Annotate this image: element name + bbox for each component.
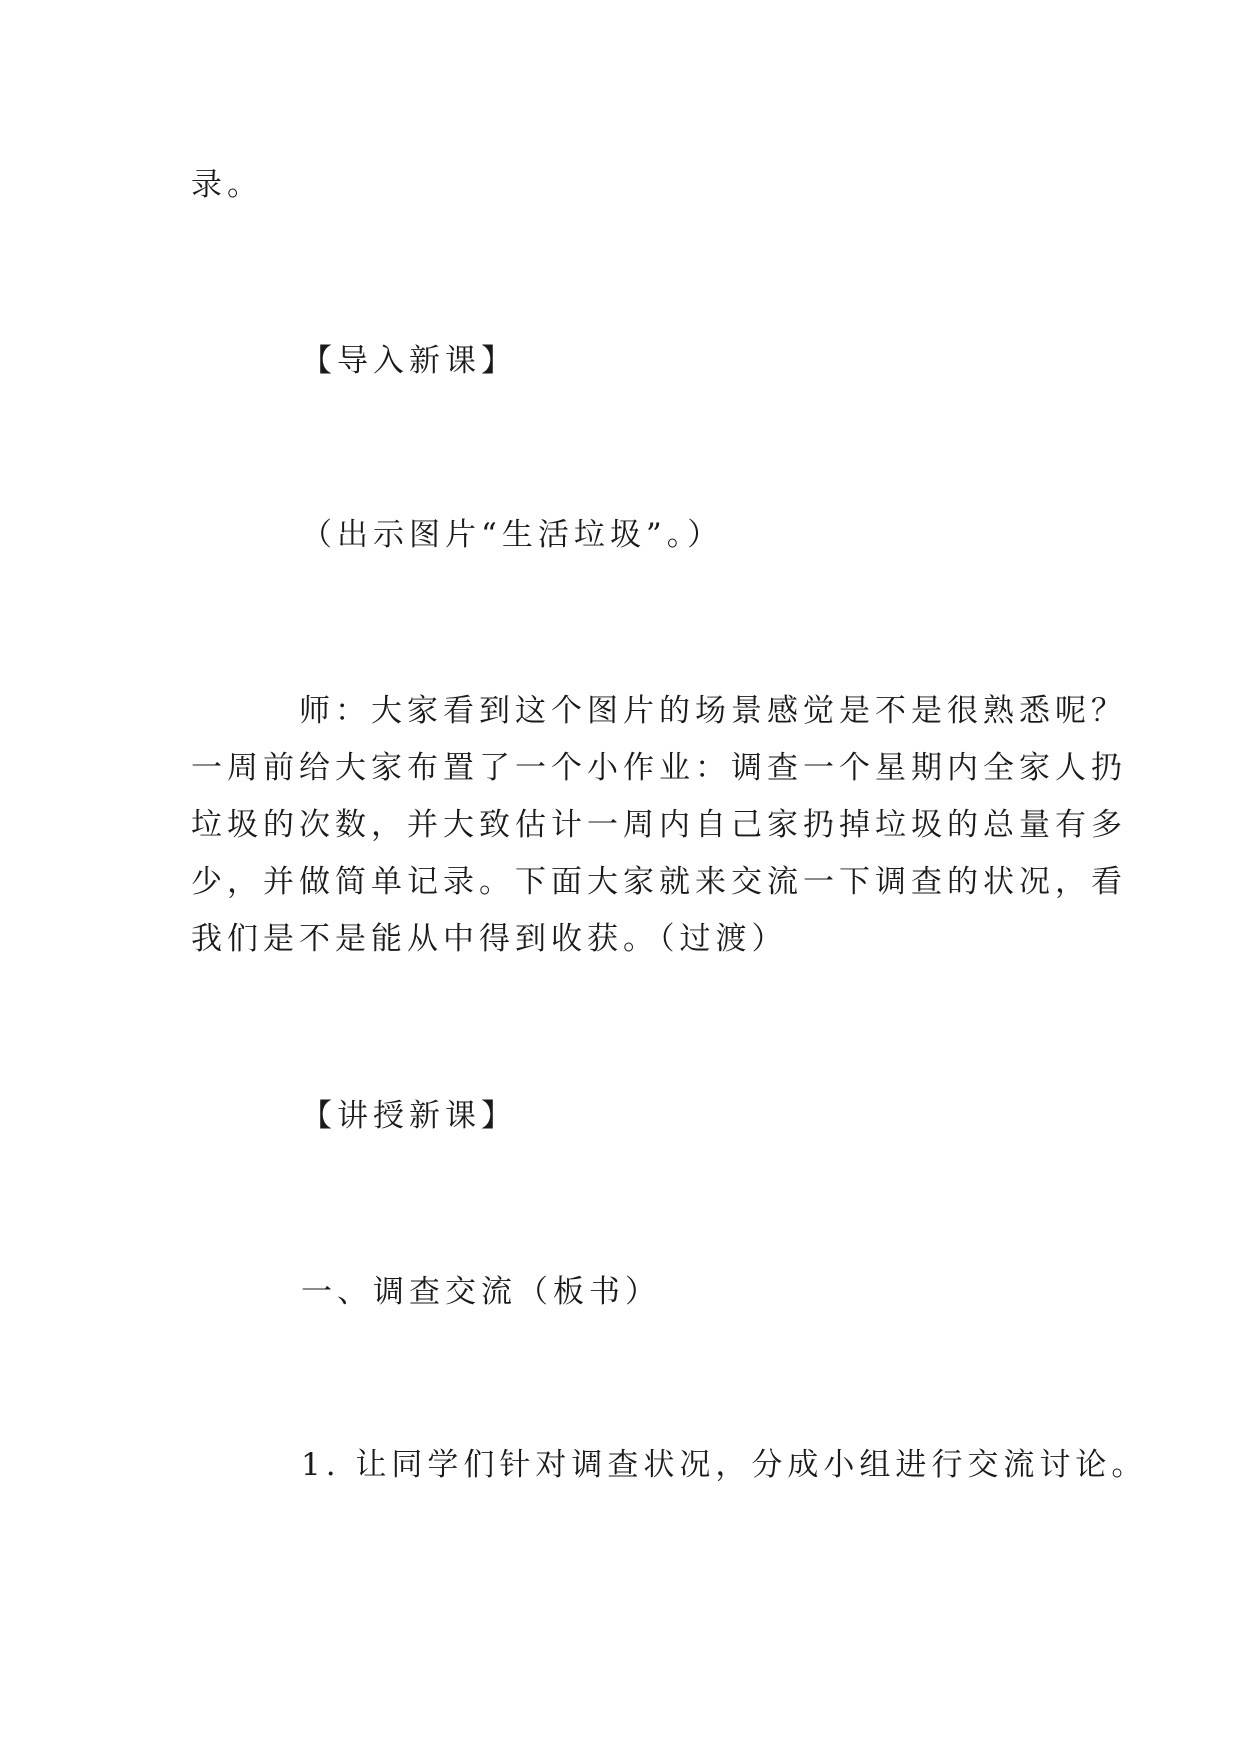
list-item-1: 1. 让同学们针对调查状况，分成小组进行交流讨论。 <box>301 1447 1148 1483</box>
continued-text: 录。 <box>191 167 263 203</box>
paragraph-line: 我们是不是能从中得到收获。（过渡） <box>191 921 788 957</box>
paragraph-line: 垃圾的次数，并大致估计一周内自己家扔掉垃圾的总量有多 <box>191 807 1127 843</box>
heading-teach-new-lesson: 【讲授新课】 <box>301 1098 517 1134</box>
heading-import-new-lesson: 【导入新课】 <box>301 343 517 379</box>
stage-direction-note: （出示图片“生活垃圾”。） <box>301 517 724 553</box>
section-heading-survey: 一、调查交流（板书） <box>301 1274 661 1310</box>
teacher-paragraph <box>191 683 1127 968</box>
paragraph-line: 师：大家看到这个图片的场景感觉是不是很熟悉呢？ <box>191 693 1127 729</box>
paragraph-line: 少，并做简单记录。下面大家就来交流一下调查的状况，看 <box>191 864 1127 900</box>
paragraph-line: 一周前给大家布置了一个小作业：调查一个星期内全家人扔 <box>191 750 1127 786</box>
